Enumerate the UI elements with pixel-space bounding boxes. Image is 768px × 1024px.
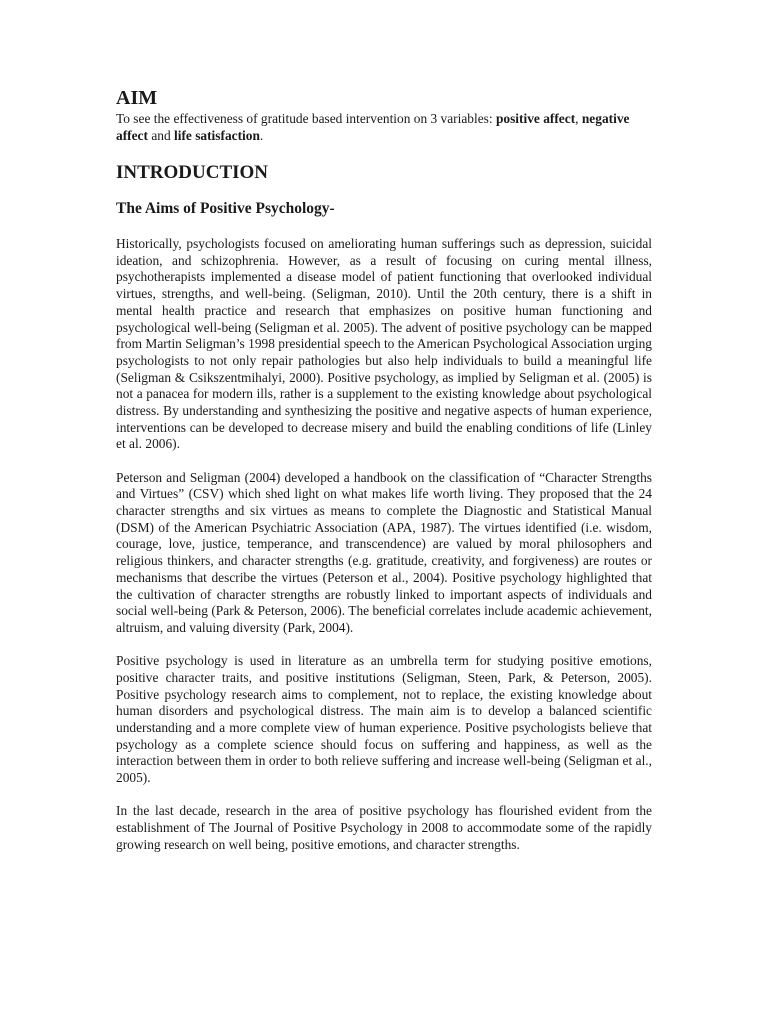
section-subheading: The Aims of Positive Psychology-	[116, 200, 335, 217]
body-paragraph: Peterson and Seligman (2004) developed a handbook on the classification of “Character Strengths and Virtues” (CSV) which shed light on what makes life worth living. They proposed that the 24 character strengths and six virtues as means to complete the Diagnostic and Statistical Manual (DSM) of the American Psychiatric Association (APA, 1987). The virtues identified (i.e. wisdom, courage, love, justice, temperance, and transcendence) are valued by moral philosophers and religious thinkers, and character strengths (e.g. gratitude, creativity, and forgiveness) are routes or mechanisms that describe the virtues (Peterson et al., 2004). Positive psychology highlighted that the cultivation of character strengths are robustly linked to important aspects of individuals and social well-being (Park & Peterson, 2006). The beneficial correlates include academic achievement, altruism, and valuing diversity (Park, 2004).	[116, 469, 652, 635]
aim-variable-positive-affect: positive affect	[495, 111, 576, 126]
aim-statement	[116, 110, 652, 144]
body-paragraph: Historically, psychologists focused on ameliorating human sufferings such as depression, suicidal ideation, and schizophrenia. However, as a result of focusing on curing mental illness, psychotherapists implemented a disease model of patient functioning that overlooked individual virtues, strengths, and well-being. (Seligman, 2010). Until the 20th century, there is a shift in mental health practice and research that emphasizes on positive human functioning and psychological well-being (Seligman et al. 2005). The advent of positive psychology can be mapped from Martin Seligman’s 1998 presidential speech to the American Psychological Association urging psychologists to not only repair pathologies but also help individuals to build a meaningful life (Seligman & Csikszentmihalyi, 2000). Positive psychology, as implied by Seligman et al. (2005) is not a panacea for modern ills, rather is a supplement to the existing knowledge about psychological distress. By understanding and synthesizing the positive and negative aspects of human experience, interventions can be developed to decrease misery and build the enabling conditions of life (Linley et al. 2006).	[116, 236, 652, 452]
aim-text-end: .	[259, 128, 264, 143]
aim-separator: ,	[575, 111, 582, 126]
body-paragraph: Positive psychology is used in literature as an umbrella term for studying positive emotions, positive character traits, and positive institutions (Seligman, Steen, Park, & Peterson, 2005). Positive psychology research aims to complement, not to replace, the existing knowledge about human disorders and psychological distress. The main aim is to develop a balanced scientific understanding and a more complete view of human experience. Positive psychologists believe that psychology as a complete science should focus on suffering and happiness, as well as the interaction between them in order to both relieve suffering and increase well-being (Seligman et al., 2005).	[116, 653, 652, 786]
document-page	[116, 86, 652, 853]
aim-heading: AIM	[116, 87, 158, 109]
aim-variable-life-satisfaction: life satisfaction	[174, 128, 260, 143]
aim-separator: and	[147, 128, 174, 143]
aim-variable-negative-affect: negative affect	[116, 111, 630, 143]
aim-text-lead: To see the effectiveness of gratitude based intervention on 3 variables:	[116, 111, 496, 126]
body-paragraph: In the last decade, research in the area of positive psychology has flourished evident from the establishment of The Journal of Positive Psychology in 2008 to accommodate some of the rapidly growing research on well being, positive emotions, and character strengths.	[116, 803, 652, 852]
introduction-heading: INTRODUCTION	[116, 162, 269, 183]
